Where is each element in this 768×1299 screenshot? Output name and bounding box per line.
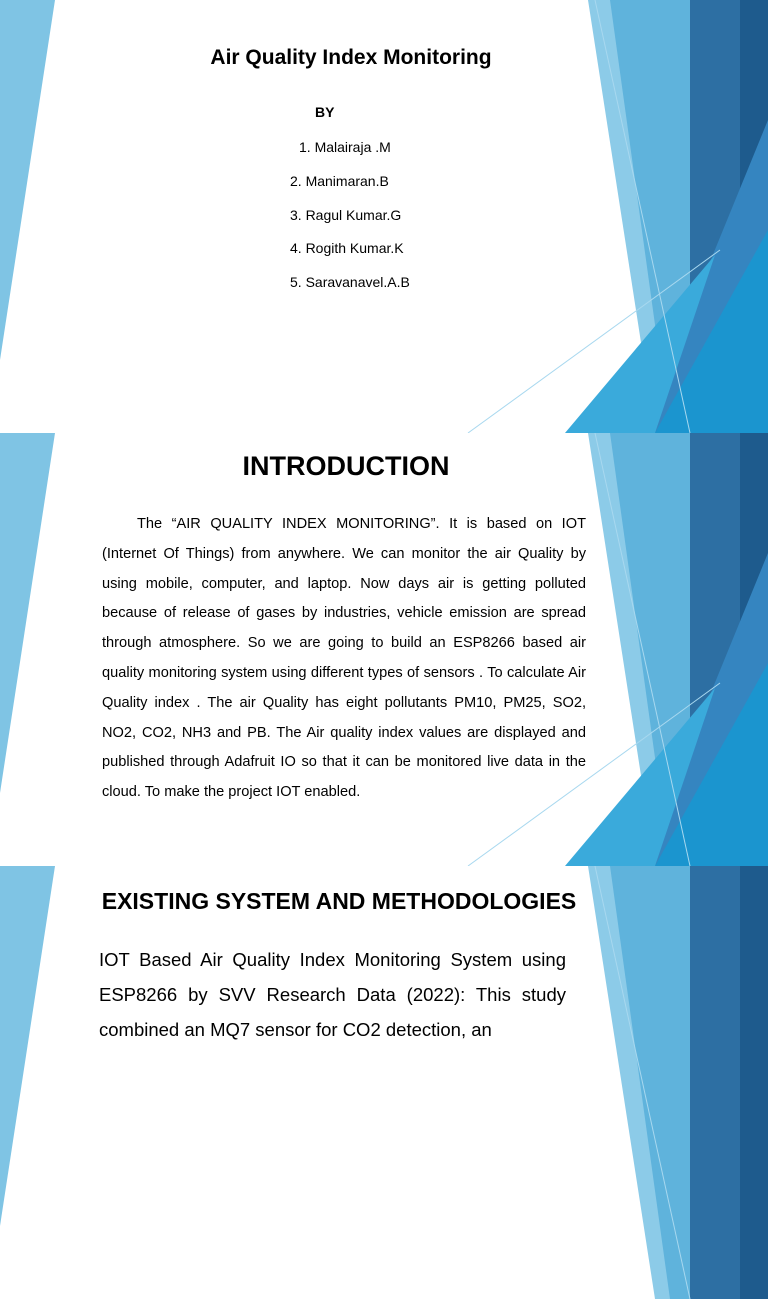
author-item: 4. Rogith Kumar.K xyxy=(290,240,404,256)
author-item: 3. Ragul Kumar.G xyxy=(290,207,402,223)
right-panel-darkest xyxy=(740,866,768,1299)
existing-system-paragraph: IOT Based Air Quality Index Monitoring System using ESP8266 by SVV Research Data (2022): This study combined an MQ7 sensor for CO2 detection, an xyxy=(99,949,566,1040)
presentation-title: Air Quality Index Monitoring xyxy=(210,46,492,69)
title-slide xyxy=(0,0,768,433)
left-triangle-decoration xyxy=(0,866,55,1226)
introduction-text: The “AIR QUALITY INDEX MONITORING”. It is based on IOT (Internet Of Things) from anywhere. We can monitor the air Quality by using mobile, computer, and laptop. Now days air is getting polluted because of release of gases by industries, vehicle emission are spread through atmosphere. So we are going to build an ESP8266 based air quality monitoring system using different types of sensors . To calculate Air Quality index . The air Quality has eight pollutants PM10, PM25, SO2, NO2, CO2, NH3 and PB. The Air quality index values are displayed and published through Adafruit IO so that it can be monitored live data in the cloud. To make the project IOT enabled. xyxy=(102,516,586,801)
slide-decoration xyxy=(0,866,768,1299)
slide-title: EXISTING SYSTEM AND METHODOLOGIES xyxy=(101,888,577,914)
existing-system-slide xyxy=(0,866,768,1299)
slide-title: INTRODUCTION xyxy=(242,451,450,481)
left-triangle-decoration xyxy=(0,433,55,793)
introduction-slide xyxy=(0,433,768,866)
author-item: 1. Malairaja .M xyxy=(299,139,391,155)
introduction-paragraph xyxy=(102,510,586,808)
author-item: 2. Manimaran.B xyxy=(290,173,389,189)
by-label: BY xyxy=(315,104,335,120)
author-item: 5. Saravanavel.A.B xyxy=(290,274,410,290)
